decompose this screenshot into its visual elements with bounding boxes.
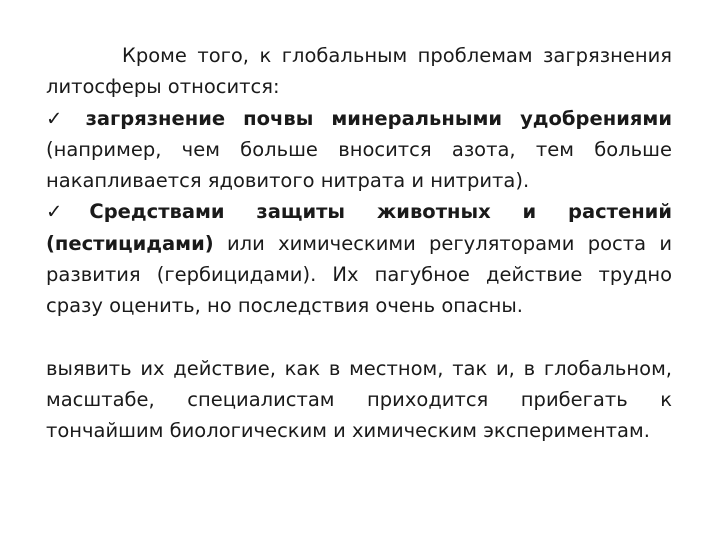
bullet-item-pesticides [46,196,672,321]
bullet-item-pesticides-text: или химическими регуляторами роста и развития (гербицидами). Их пагубное действие трудно сразу оценить, но последствия очень опасны. [46,231,672,318]
bullet-item-fertilizers [46,103,672,197]
bullet-item-fertilizers-text: (например, чем больше вносится азота, тем больше накапливается ядовитого нитрата и нитрита). [46,137,672,193]
checkmark-icon: ✓ [46,200,88,224]
paragraph-spacer [46,322,672,353]
checkmark-icon: ✓ [46,106,74,130]
bullet-item-fertilizers-bold: загрязнение почвы минеральными удобрениями [85,106,672,130]
slide-body [46,40,672,447]
intro-paragraph [46,40,672,103]
intro-text: Кроме того, к глобальным проблемам загрязнения литосферы относится: [46,44,672,99]
bullet-item-pesticides-bold: Средствами защиты животных и растений (пестицидами) [46,200,673,255]
closing-paragraph [46,353,672,447]
closing-text: выявить их действие, как в местном, так и, в глобальном, масштабе, специалистам приходится прибегать к тончайшим биологическим и химическим экспериментам. [46,356,672,443]
